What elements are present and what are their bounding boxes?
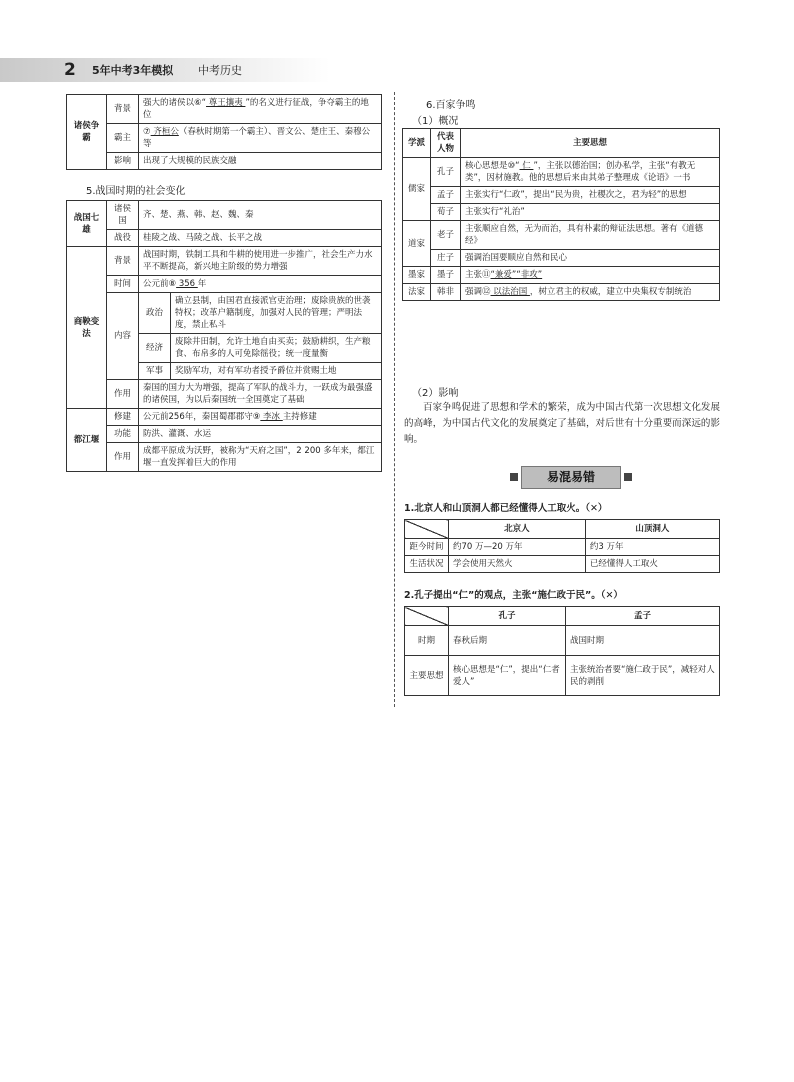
table-row bbox=[403, 284, 720, 301]
header-cell: 代表人物 bbox=[431, 129, 461, 158]
cell: 已经懂得人工取火 bbox=[585, 556, 719, 573]
cell: 战国时期 bbox=[565, 626, 719, 656]
schools-table bbox=[402, 128, 720, 301]
cell: 主张统治者要“施仁政于民”，减轻对人民的剥削 bbox=[565, 656, 719, 696]
table-row bbox=[67, 124, 382, 153]
table-row bbox=[67, 247, 382, 276]
table-row bbox=[403, 204, 720, 221]
cell: 学会使用天然火 bbox=[449, 556, 586, 573]
group-cell: 商鞅变法 bbox=[67, 247, 107, 409]
text: 公元前⑧ bbox=[143, 279, 177, 289]
row-content: 废除井田制，允许土地自由买卖；鼓励耕织，生产粮食、布帛多的人可免除徭役；统一度量衡 bbox=[171, 334, 382, 363]
group-cell: 战国七雄 bbox=[67, 201, 107, 247]
person-cell: 老子 bbox=[431, 221, 461, 250]
text: ”的名义进行征战，争夺霸主的地位 bbox=[143, 98, 369, 120]
row-label: 生活状况 bbox=[405, 556, 449, 573]
row-content: 秦国的国力大为增强，提高了军队的战斗力，一跃成为最强盛的诸侯国，为以后秦国统一全国奠定了基础 bbox=[139, 380, 382, 409]
person-cell: 荀子 bbox=[431, 204, 461, 221]
text: 年 bbox=[197, 279, 207, 289]
text: 核心思想是⑩“ bbox=[465, 161, 520, 171]
text: ”，主张以德治国；创办私学，主张“有教无类”，因材施教。他的思想后来由其弟子整理成《论语》一书 bbox=[465, 161, 696, 183]
text: ，树立君主的权威，建立中央集权专制统治 bbox=[529, 287, 692, 297]
diagonal-cell bbox=[405, 607, 449, 626]
row-content: 齐、楚、燕、韩、赵、魏、秦 bbox=[139, 201, 382, 230]
table-row bbox=[67, 276, 382, 293]
sub-label: 经济 bbox=[139, 334, 171, 363]
person-cell: 韩非 bbox=[431, 284, 461, 301]
warring-states-table bbox=[66, 200, 382, 472]
answer: 齐桓公 bbox=[150, 127, 179, 137]
question-2: 2.孔子提出“仁”的观点，主张“施仁政于民”。（✕） bbox=[404, 590, 623, 601]
table-row bbox=[405, 539, 720, 556]
row-label: 修建 bbox=[107, 409, 139, 426]
header-cell: 北京人 bbox=[449, 520, 586, 539]
table-row bbox=[67, 95, 382, 124]
row-content bbox=[139, 409, 382, 426]
answer: 仁 bbox=[519, 161, 534, 171]
idea-cell bbox=[461, 267, 720, 284]
table-row bbox=[405, 556, 720, 573]
book-series-title: 5年中考3年模拟 bbox=[92, 64, 174, 77]
idea-cell bbox=[461, 284, 720, 301]
row-content: 出现了大规模的民族交融 bbox=[139, 153, 382, 170]
answer: 356 bbox=[176, 279, 198, 289]
row-label: 功能 bbox=[107, 426, 139, 443]
school-cell: 道家 bbox=[403, 221, 431, 267]
header-cell: 学派 bbox=[403, 129, 431, 158]
table-row bbox=[67, 293, 382, 334]
table-row bbox=[67, 380, 382, 409]
section-6-title: 6.百家争鸣 bbox=[426, 100, 476, 111]
answer: 以法治国 bbox=[490, 287, 530, 297]
row-label: 背景 bbox=[107, 95, 139, 124]
table-row bbox=[405, 520, 720, 539]
cell: 约3 万年 bbox=[585, 539, 719, 556]
group-cell: 诸侯争霸 bbox=[67, 95, 107, 170]
subject-title: 中考历史 bbox=[198, 64, 242, 77]
row-label: 时间 bbox=[107, 276, 139, 293]
row-content bbox=[139, 95, 382, 124]
row-content bbox=[139, 124, 382, 153]
cell: 约70 万—20 万年 bbox=[449, 539, 586, 556]
table-row bbox=[403, 129, 720, 158]
idea-cell: 主张实行“礼治” bbox=[461, 204, 720, 221]
table-row bbox=[405, 656, 720, 696]
table-row bbox=[67, 426, 382, 443]
table-row bbox=[405, 626, 720, 656]
sub-label: 政治 bbox=[139, 293, 171, 334]
easy-mistake-badge: 易混易错 bbox=[521, 466, 621, 489]
header-cell: 孔子 bbox=[449, 607, 566, 626]
row-label: 战役 bbox=[107, 230, 139, 247]
row-content: 奖励军功，对有军功者授予爵位并赏赐土地 bbox=[171, 363, 382, 380]
text: （春秋时期第一个霸主）、晋文公、楚庄王、秦穆公等 bbox=[143, 127, 371, 149]
row-content: 战国时期，铁制工具和牛耕的使用进一步推广，社会生产力水平不断提高，新兴地主阶级的势力增强 bbox=[139, 247, 382, 276]
text: 公元前256年，秦国蜀郡郡守⑨ bbox=[143, 412, 261, 422]
table-row bbox=[403, 267, 720, 284]
table-row bbox=[67, 443, 382, 472]
row-label: 主要思想 bbox=[405, 656, 449, 696]
table-row bbox=[67, 230, 382, 247]
table-row bbox=[67, 153, 382, 170]
table-row bbox=[67, 409, 382, 426]
row-label: 诸侯国 bbox=[107, 201, 139, 230]
row-label: 霸主 bbox=[107, 124, 139, 153]
person-cell: 墨子 bbox=[431, 267, 461, 284]
row-label: 内容 bbox=[107, 293, 139, 380]
idea-cell bbox=[461, 158, 720, 187]
row-content: 确立县制，由国君直接派官吏治理；废除贵族的世袭特权；改革户籍制度，加强对人民的管理；严明法度，禁止私斗 bbox=[171, 293, 382, 334]
row-label: 时期 bbox=[405, 626, 449, 656]
text: 强调⑫ bbox=[465, 287, 491, 297]
table-row bbox=[405, 607, 720, 626]
row-label: 背景 bbox=[107, 247, 139, 276]
hegemony-table bbox=[66, 94, 382, 170]
row-label: 作用 bbox=[107, 443, 139, 472]
row-content: 桂陵之战、马陵之战、长平之战 bbox=[139, 230, 382, 247]
question-1: 1.北京人和山顶洞人都已经懂得人工取火。（✕） bbox=[404, 503, 608, 514]
section-6-sub2: （2）影响 bbox=[412, 388, 459, 399]
compare-table-2 bbox=[404, 606, 720, 696]
text: 强大的诸侯以⑥“ bbox=[143, 98, 207, 108]
header-cell: 孟子 bbox=[565, 607, 719, 626]
table-row bbox=[403, 187, 720, 204]
person-cell: 孟子 bbox=[431, 187, 461, 204]
row-label: 距今时间 bbox=[405, 539, 449, 556]
school-cell: 墨家 bbox=[403, 267, 431, 284]
table-row bbox=[403, 158, 720, 187]
person-cell: 孔子 bbox=[431, 158, 461, 187]
text: 主张⑪ bbox=[465, 270, 491, 280]
cell: 春秋后期 bbox=[449, 626, 566, 656]
cell: 核心思想是“仁”，提出“仁者爱人” bbox=[449, 656, 566, 696]
idea-cell: 强调治国要顺应自然和民心 bbox=[461, 250, 720, 267]
text: 主持修建 bbox=[282, 412, 317, 422]
sub-label: 军事 bbox=[139, 363, 171, 380]
section-5-title: 5.战国时期的社会变化 bbox=[86, 186, 186, 197]
impact-paragraph: 百家争鸣促进了思想和学术的繁荣，成为中国古代第一次思想文化发展的高峰，为中国古代文化的发展奠定了基础，对后世有十分重要而深远的影响。 bbox=[404, 402, 720, 445]
school-cell: 法家 bbox=[403, 284, 431, 301]
idea-cell: 主张实行“仁政”，提出“民为贵，社稷次之，君为轻”的思想 bbox=[461, 187, 720, 204]
section-6-sub1: （1）概况 bbox=[412, 116, 459, 127]
column-divider bbox=[394, 92, 395, 707]
table-row bbox=[67, 201, 382, 230]
row-label: 影响 bbox=[107, 153, 139, 170]
header-cell: 山顶洞人 bbox=[585, 520, 719, 539]
answer: “兼爱”“非攻” bbox=[490, 270, 543, 280]
school-cell: 儒家 bbox=[403, 158, 431, 221]
table-row bbox=[403, 221, 720, 250]
diagonal-cell bbox=[405, 520, 449, 539]
row-label: 作用 bbox=[107, 380, 139, 409]
answer: 李冰 bbox=[260, 412, 283, 422]
row-content: 防洪、灌溉、水运 bbox=[139, 426, 382, 443]
row-content: 成都平原成为沃野，被称为“天府之国”，2 200 多年来，都江堰一直发挥着巨大的作用 bbox=[139, 443, 382, 472]
group-cell: 都江堰 bbox=[67, 409, 107, 472]
page-number: 2 bbox=[64, 60, 76, 80]
table-row bbox=[403, 250, 720, 267]
compare-table-1 bbox=[404, 519, 720, 573]
text: ⑦ bbox=[143, 127, 151, 137]
row-content bbox=[139, 276, 382, 293]
idea-cell: 主张顺应自然，无为而治，具有朴素的辩证法思想。著有《道德经》 bbox=[461, 221, 720, 250]
answer: 尊王攘夷 bbox=[206, 98, 246, 108]
person-cell: 庄子 bbox=[431, 250, 461, 267]
header-cell: 主要思想 bbox=[461, 129, 720, 158]
